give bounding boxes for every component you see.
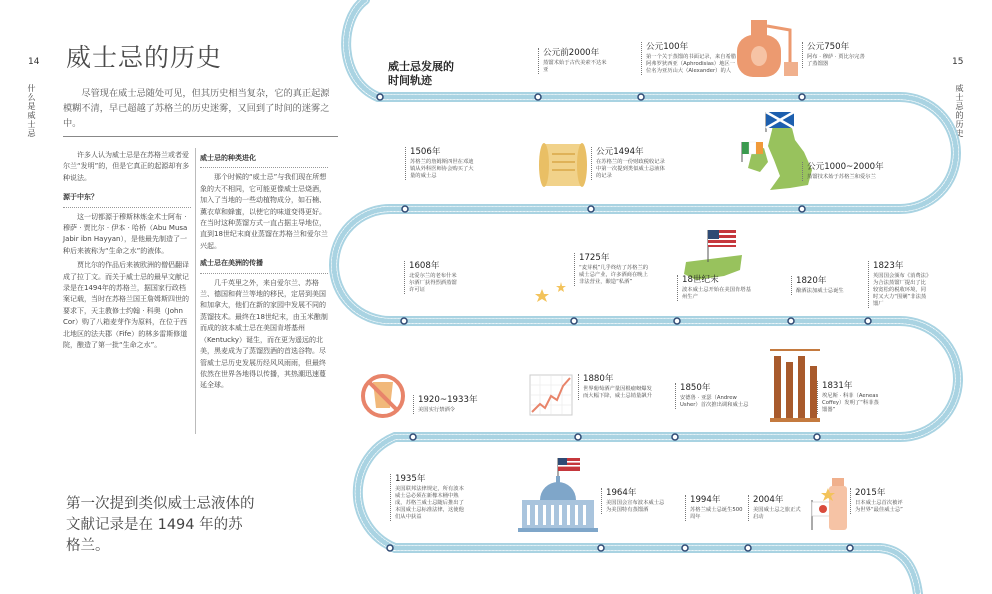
timeline-event: [538, 48, 611, 74]
event-text: 苏格兰威士忌诞生500周年: [690, 507, 743, 520]
event-text: 苏格兰的詹姆斯四世在邓迪镇从外科医师协会购买了大量的威士忌: [410, 159, 474, 179]
event-text: 美国联邦法律规定，所有波本威士忌必须在新橡木桶中熟成，苏格兰威士忌随后推出了本国威士忌标准法律，这使他们从中获益: [395, 486, 464, 520]
event-text: 蒸馏术始于古代美索不达米亚: [543, 60, 607, 73]
timeline-event: [791, 276, 844, 295]
timeline-event: [574, 253, 651, 286]
event-year: 1820年: [796, 276, 827, 286]
timeline-title: 威士忌发展的时间轨迹: [388, 60, 454, 87]
event-year: 公元1494年: [596, 147, 644, 157]
event-year: 2015年: [855, 488, 886, 498]
page-number-left: 14: [28, 57, 40, 67]
timeline-event: [641, 42, 738, 75]
event-year: 2004年: [753, 495, 784, 505]
event-year: 1964年: [606, 488, 637, 498]
event-text: 埃尼斯 · 科菲（Aeneas Coffey）发明了“科菲蒸馏器”: [822, 393, 879, 413]
timeline-event: [405, 147, 478, 180]
event-text: 在苏格兰的一份财政税收记录中第一次提到类似威士忌液体的记录: [596, 159, 665, 179]
kentucky-map-icon: [684, 230, 742, 280]
event-year: 1994年: [690, 495, 721, 505]
capitol-building-icon: [518, 458, 598, 532]
lead-paragraph: 尽管现在威士忌随处可见，但其历史相当复杂，它的真正起源模糊不清，早已超越了苏格兰的历史迷雾，又回到了时间的迷雾之中。: [63, 88, 330, 129]
coffey-still-icon: [770, 350, 820, 422]
timeline-event: [413, 395, 496, 414]
pull-quote: 第一次提到类似威士忌液体的文献记录是在 1494 年的苏格兰。: [66, 496, 255, 554]
section-heading: 威士忌在美洲的传播: [200, 258, 328, 273]
event-year: 1920~1933年: [418, 395, 478, 405]
timeline-event: [748, 495, 805, 521]
timeline-event: [850, 488, 903, 514]
timeline-event: [601, 488, 666, 514]
event-year: 公元1000~2000年: [807, 162, 884, 172]
event-year: 1725年: [579, 253, 610, 263]
event-year: 1935年: [395, 474, 426, 484]
event-year: 18世纪末: [682, 275, 719, 285]
event-text: 美国国会宣布波本威士忌为美国特有蒸馏酒: [606, 500, 665, 513]
copper-still-icon: [737, 20, 798, 77]
event-year: 1608年: [409, 261, 440, 271]
timeline-event: [677, 275, 752, 301]
sales-chart-icon: [530, 375, 572, 415]
event-text: 阿布 · 穆萨 · 贾比尔完善了蒸馏器: [807, 54, 865, 67]
scroll-icon: [539, 143, 587, 187]
timeline-event: [578, 374, 655, 400]
timeline-event: [685, 495, 744, 521]
event-year: 1880年: [583, 374, 614, 384]
award-bottle-icon: [812, 478, 847, 530]
event-text: 日本威士忌首次被评为世界“最佳威士忌”: [855, 500, 903, 513]
event-text: 蒸馏技术始于苏格兰和爱尔兰: [807, 174, 876, 180]
running-head-left: 什么是威士忌: [27, 84, 36, 138]
section-heading: 威士忌的种类进化: [200, 153, 328, 168]
event-year: 公元100年: [646, 42, 689, 52]
event-year: 1850年: [680, 383, 711, 393]
timeline-event: [404, 261, 459, 294]
paragraph: 贾比尔的作品后来被欧洲的僧侣翻译成了拉丁文。而关于威士忌的最早文献记录是在1494年的苏格兰，据国家行政档案记载，当时在苏格兰国王詹姆斯四世的要求下，天主教修士约翰 · 科奥（John Cor）购了八箱麦芽作为原料，在位于西北地区的法夫郡（Fife）的林多雷斯修道院，酿造了第一批“生命之水”。: [63, 261, 189, 350]
paragraph: 那个时候的“威士忌”与我们现在所想象的大不相同，它可能更像威士忌烧酒，加入了当地的一些动植物成分，如石楠、薰衣草和蜂蜜，以使它的味道变得更好。在当时这种蒸馏方式一直占据主导地位，直到18世纪末商业蒸馏在苏格兰和爱尔兰兴起。: [200, 173, 328, 250]
prohibition-icon: [363, 376, 403, 416]
section-heading: 源于中东？: [63, 192, 191, 207]
event-year: 公元750年: [807, 42, 850, 52]
timeline-event: [390, 474, 467, 521]
event-text: 安德鲁 · 亚瑟（Andrew Usher）首次推出调和威士忌: [680, 395, 749, 408]
paragraph: 这一切都源于穆斯林炼金术士阿布 · 穆萨 · 贾比尔 · 伊本 · 哈桥（Abu Musa Jabir ibn Hayyan），是他最先制造了一种后来被称为“生命之水”的液体。: [63, 212, 188, 255]
event-text: 世界葡萄酒产量因根瘤蚜爆发而大幅下降，威士忌销量飙升: [583, 386, 652, 399]
running-head-right: 威士忌的历史: [955, 84, 964, 138]
page-title: 威士忌的历史: [66, 43, 223, 72]
event-text: “麦芽税”几乎终结了苏格兰的威士忌产业，许多酒商在晚上非法营业，酿造“私酒”: [579, 265, 649, 285]
event-text: 北爱尔兰的老布什米尔酒厂获得烈酒蒸馏许可证: [409, 273, 457, 293]
paragraph: 许多人认为威士忌是在苏格兰或者爱尔兰“发明”的，但是它真正的起源却有多种说法。: [63, 151, 190, 182]
event-text: 美国实行禁酒令: [418, 407, 456, 413]
event-year: 1506年: [410, 147, 441, 157]
event-year: 公元前2000年: [543, 48, 600, 58]
timeline-event: [817, 381, 884, 414]
event-text: 波本威士忌开始在美国肯塔基州生产: [682, 287, 751, 300]
event-year: 1831年: [822, 381, 853, 391]
timeline-event: [591, 147, 666, 180]
timeline-event: [868, 261, 929, 308]
page-number-right: 15: [952, 57, 964, 67]
paragraph: 几千英里之外，来自爱尔兰、苏格兰、德国和荷兰等地的移民，定居到美国和加拿大，他们在新的家园中发展不同的蒸馏技术。最终在18世纪末，由玉米酿制而成的波本威士忌在美国肯塔基州（Kentucky）诞生，而在更为遥远的北美，黑麦成为了蒸馏烈酒的首选谷物。尽管威士忌历史发展历经风风雨雨，但最终依然在世界各地得以传播，其热潮迅速蔓延全球。: [200, 278, 328, 390]
event-text: 第一个关于蒸馏的书面记录，来自希腊阿弗罗狄西亚（Aphrodisias）地区一位名为亚历山大（Alexander）的人: [646, 54, 737, 74]
event-text: 美国威士忌之旅正式启动: [753, 507, 801, 520]
moon-and-stars-icon: [535, 247, 566, 302]
event-year: 1823年: [873, 261, 904, 271]
event-text: 酿酒法加威士忌诞生: [796, 288, 844, 294]
timeline-event: [675, 383, 752, 409]
timeline-event: [802, 162, 903, 181]
timeline-event: [802, 42, 867, 68]
event-text: 英国国会颁布《消费法》为合法蒸馏厂提出了比较宽松的税收环境，同时又大力“围剿”非法蒸馏厂: [873, 273, 929, 307]
